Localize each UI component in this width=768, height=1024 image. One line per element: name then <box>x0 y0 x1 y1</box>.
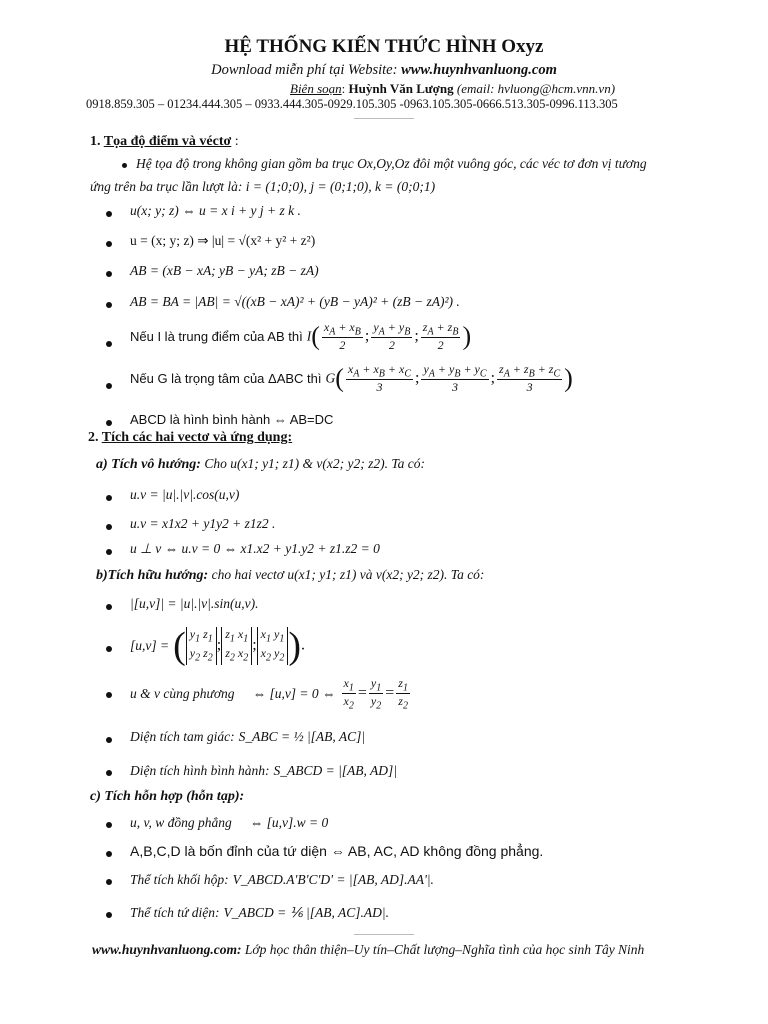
formula-tetrahedron-volume <box>130 904 389 922</box>
divider <box>354 934 414 935</box>
bullet <box>106 770 112 776</box>
download-line <box>0 62 768 79</box>
collinear-formula: ⇔ [u,v] = 0 ⇔ <box>252 685 336 701</box>
formula-coplanar <box>130 814 328 832</box>
section1-title: Tọa độ điểm và véctơ <box>103 134 232 149</box>
section2-title: Tích các hai vectơ và ứng dụng: <box>101 430 293 445</box>
section2-number: 2 <box>88 430 95 445</box>
bullet <box>106 879 112 885</box>
box-volume-formula: V_ABCD.A'B'C'D' = |[AB, AD].AA'|. <box>232 872 434 887</box>
formula-ab-distance: AB = BA = |AB| = √((xB − xA)² + (yB − yA)² + (zB − zA)²) . <box>130 294 460 309</box>
formula-centroid: Nếu G là trọng tâm của ΔABC thì G( $\frac{x_A + x_B + x_C}{3}$ ; $\frac{y_A + y_B + y_C}{3}$ ; $\frac{z_A + z_B + z_C}{3}$ ) <box>130 362 573 395</box>
cross-product-text: cho hai vectơ u(x1; y1; z1) và v(x2; y2; z2). Ta có: <box>208 567 485 582</box>
author-email: (email: hvluong@hcm.vnn.vn) <box>456 81 616 96</box>
coplanar-text: u, v, w đồng phẳng <box>130 815 232 830</box>
formula-parallelogram: ABCD là hình bình hành ⇔ AB=DC <box>130 412 334 427</box>
triangle-area-text: Diện tích tam giác: <box>130 729 235 744</box>
bullet <box>106 912 112 918</box>
section1-colon: : <box>231 134 239 149</box>
footer-site-link[interactable]: www.huynhvanluong.com: <box>92 942 242 957</box>
formula-collinear: u & v cùng phương ⇔ [u,v] = 0 ⇔ $\frac{x_1}{x_2}$ = $\frac{y_1}{y_2}$ = $\frac{z_1}{z_2}$ <box>130 676 408 712</box>
bullet <box>106 737 112 743</box>
dot-product-heading <box>96 455 425 473</box>
bullet <box>106 549 112 555</box>
bullet <box>122 163 127 168</box>
footer <box>92 942 644 958</box>
formula-box-volume <box>130 871 434 889</box>
dot-product-label: a) Tích vô hướng: <box>96 457 201 472</box>
formula-perpendicular: u ⊥ v ⇔ u.v = 0 ⇔ x1.x2 + y1.y2 + z1.z2 = 0 <box>130 541 380 556</box>
section1-number: 1. <box>90 134 101 149</box>
midpoint-text: Nếu I là trung điểm của AB thì <box>130 329 303 345</box>
triangle-area-formula: S_ABC = ½ |[AB, AC]| <box>238 729 366 744</box>
author-label: Biên soạn <box>290 81 342 96</box>
formula-parallelogram-area <box>130 762 397 780</box>
bullet <box>106 241 112 247</box>
bullet <box>106 211 112 217</box>
formula-triangle-area <box>130 728 365 746</box>
bullet <box>106 646 112 652</box>
tetra-volume-text: Thể tích tứ diện: <box>130 905 220 920</box>
cross-product-heading <box>96 566 484 584</box>
formula-vector-coords: u(x; y; z) ⇔ u = x i + y j + z k . <box>130 203 301 218</box>
formula-midpoint: Nếu I là trung điểm của AB thì I( $\frac{x_A + x_B}{2}$ ; $\frac{y_A + y_B}{2}$ ; $\frac{z_A + z_B}{2}$ ) <box>130 320 472 353</box>
bullet <box>106 822 112 828</box>
author-line: Biên soạn: Huỳnh Văn Lượng (email: hvluong@hcm.vnn.vn) <box>290 81 616 96</box>
intro-line-2: ứng trên ba trục lần lượt là: i = (1;0;0), j = (0;1;0), k = (0;0;1) <box>90 179 436 194</box>
bullet <box>106 420 112 426</box>
bullet <box>106 271 112 277</box>
parallelogram-area-formula: S_ABCD = |[AB, AD]| <box>273 763 398 778</box>
bullet <box>106 524 112 530</box>
bullet <box>106 692 112 698</box>
collinear-text: u & v cùng phương <box>130 685 235 701</box>
intro-line-1: Hệ tọa độ trong không gian gồm ba trục Ox,Oy,Oz đôi một vuông góc, các véc tơ đơn vị tương <box>136 156 647 171</box>
formula-dot-coords: u.v = x1x2 + y1y2 + z1z2 . <box>130 516 276 531</box>
divider <box>354 118 414 119</box>
bullet <box>106 495 112 501</box>
bullet <box>106 341 112 347</box>
formula-cross-determinants: [u,v] = ( $y_1$ $z_1$ $y_2$ $z_2;z_1$ $x_1$ $z_2$ $x_2;x_1$ $y_1$ $x_2$ $y_2$ ). <box>130 625 305 667</box>
download-prefix: Download miễn phí tại Website: <box>211 62 402 78</box>
bullet <box>106 383 112 389</box>
mixed-product-heading: c) Tích hỗn hợp (hỗn tạp): <box>90 789 245 804</box>
author-name: Huỳnh Văn Lượng <box>348 81 454 96</box>
download-site-link[interactable]: www.huynhvanluong.com <box>401 62 557 78</box>
formula-ab-vector: AB = (xB − xA; yB − yA; zB − zA) <box>130 263 319 278</box>
formula-vector-length: u = (x; y; z) ⇒ |u| = √(x² + y² + z²) <box>130 233 316 248</box>
formula-tetrahedron-vertices: A,B,C,D là bốn đỉnh của tứ diện ⇔ AB, AC, AD không đồng phẳng. <box>130 843 544 859</box>
page-title: HỆ THỐNG KIẾN THỨC HÌNH Oxyz <box>224 36 544 57</box>
formula-cross-sin: |[u,v]| = |u|.|v|.sin(u,v). <box>130 596 259 611</box>
cross-product-label: b)Tích hữu hướng: <box>96 568 209 583</box>
bullet <box>106 851 112 857</box>
section2-heading: 2. Tích các hai vectơ và ứng dụng: <box>88 430 293 445</box>
bullet <box>106 302 112 308</box>
tetra-volume-formula: V_ABCD = ⅙ |[AB, AC].AD|. <box>223 905 389 920</box>
coplanar-formula: ⇔ [u,v].w = 0 <box>249 815 329 830</box>
parallelogram-area-text: Diện tích hình bình hành: <box>130 763 270 778</box>
section1-heading <box>90 134 239 150</box>
phone-numbers: 0918.859.305 – 01234.444.305 – 0933.444.305-0929.105.305 -0963.105.305-0666.513.305-0996.113.305 <box>86 97 618 111</box>
centroid-text: Nếu G là trọng tâm của ΔABC thì <box>130 371 322 387</box>
formula-dot-cos: u.v = |u|.|v|.cos(u,v) <box>130 487 240 502</box>
cross-prefix: [u,v] = <box>130 638 170 653</box>
box-volume-text: Thể tích khối hộp: <box>130 872 229 887</box>
footer-slogan: Lớp học thân thiện–Uy tín–Chất lượng–Nghĩa tình của học sinh Tây Ninh <box>241 942 645 957</box>
dot-product-text: Cho u(x1; y1; z1) & v(x2; y2; z2). Ta có: <box>200 456 426 471</box>
bullet <box>106 604 112 610</box>
